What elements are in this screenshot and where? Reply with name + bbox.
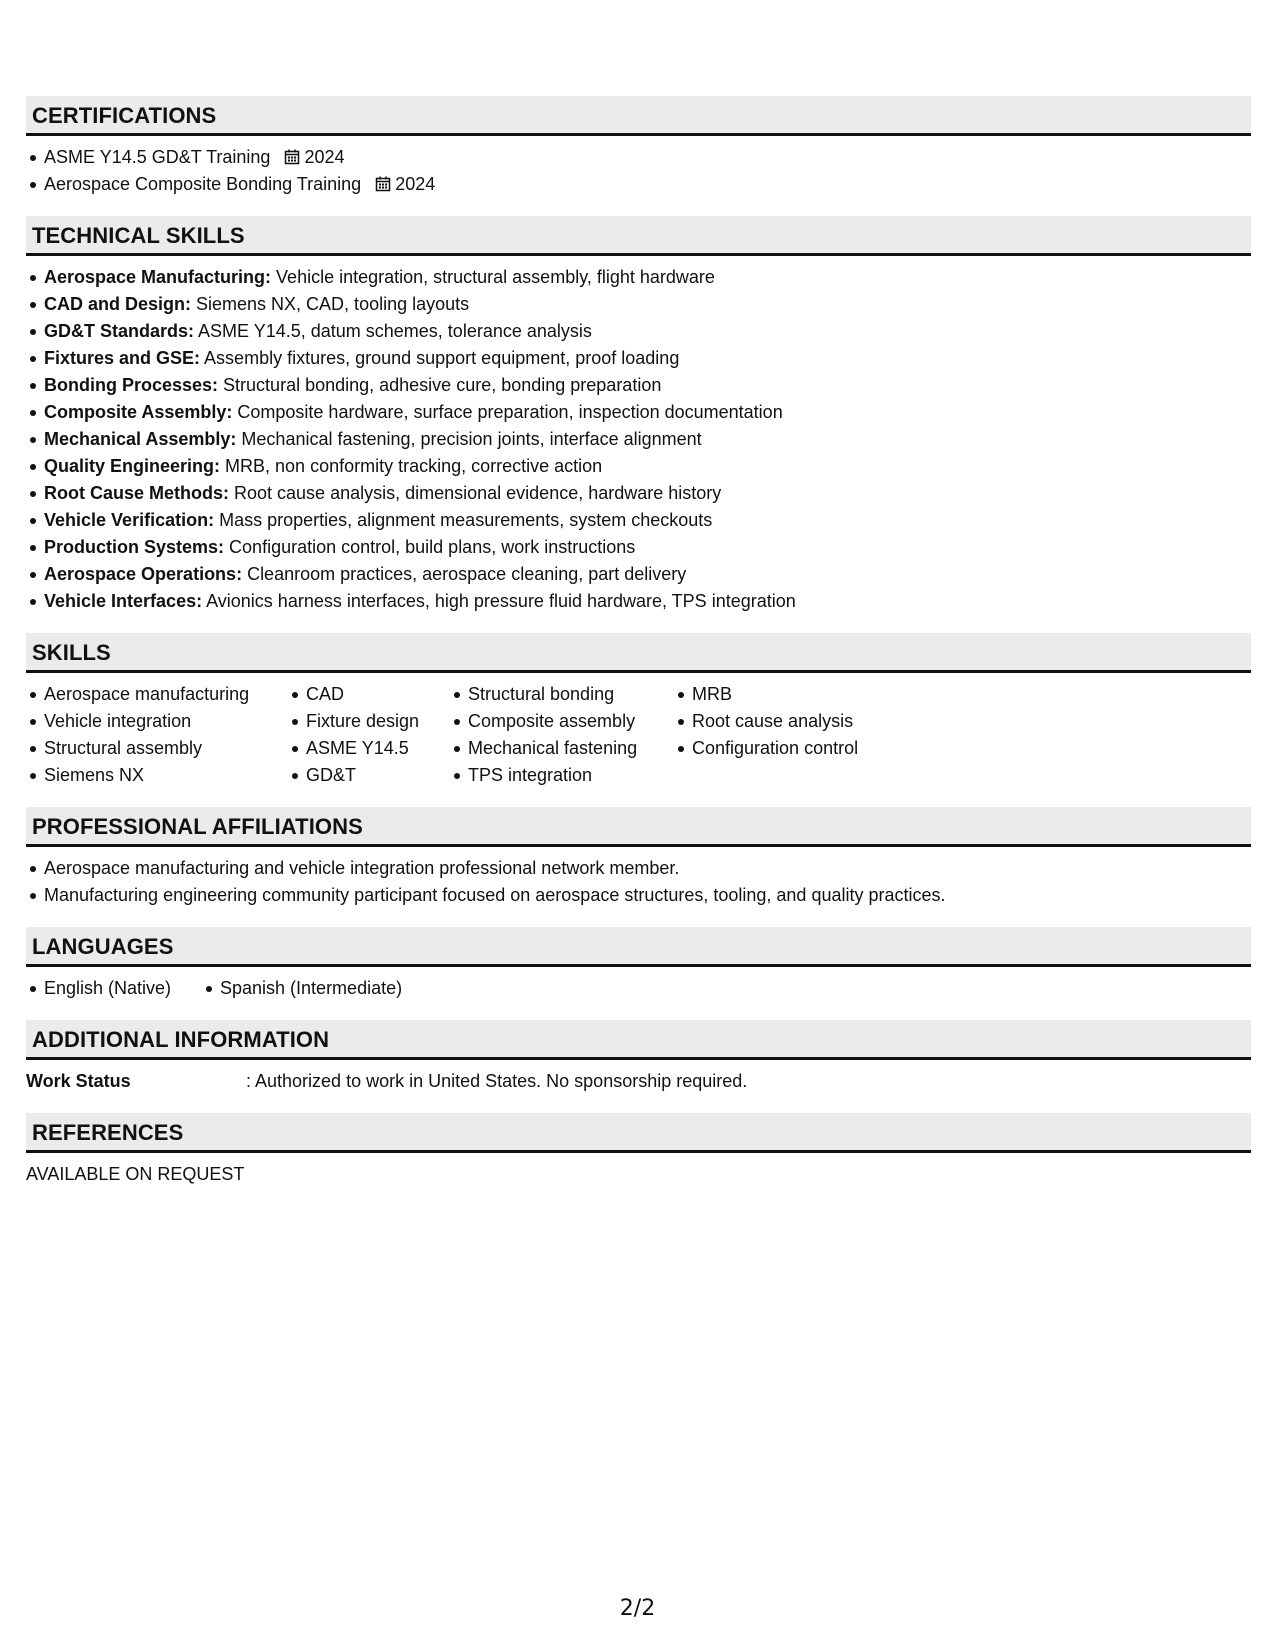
calendar-icon (375, 176, 391, 192)
skill-item: CAD (288, 681, 450, 708)
skill-category: Bonding Processes: (44, 375, 219, 395)
skills-column (26, 681, 288, 789)
technical-skill-item (26, 318, 1251, 345)
certifications-list (26, 144, 1251, 198)
languages-column (26, 975, 202, 1002)
calendar-icon (284, 149, 300, 165)
skill-details: Avionics harness interfaces, high pressure fluid hardware, TPS integration (202, 591, 796, 611)
additional-info-heading: ADDITIONAL INFORMATION (26, 1020, 1251, 1060)
skill-details: Vehicle integration, structural assembly, flight hardware (271, 267, 715, 287)
skill-item: Composite assembly (450, 708, 674, 735)
skill-category: Quality Engineering: (44, 456, 221, 476)
skill-item: GD&T (288, 762, 450, 789)
skills-grid (26, 681, 1251, 789)
skill-details: Root cause analysis, dimensional evidence, hardware history (229, 483, 722, 503)
skill-details: MRB, non conformity tracking, corrective action (220, 456, 603, 476)
skill-details: ASME Y14.5, datum schemes, tolerance analysis (194, 321, 592, 341)
certification-year: 2024 (395, 174, 436, 194)
technical-skills-section (26, 216, 1251, 615)
skills-column (288, 681, 450, 789)
skill-item: ASME Y14.5 (288, 735, 450, 762)
skill-details: Configuration control, build plans, work instructions (224, 537, 636, 557)
page-number: 2/2 (619, 1596, 656, 1621)
technical-skill-item (26, 561, 1251, 588)
skill-item: Mechanical fastening (450, 735, 674, 762)
certifications-heading: CERTIFICATIONS (26, 96, 1251, 136)
work-status-row (26, 1068, 1251, 1095)
languages-heading: LANGUAGES (26, 927, 1251, 967)
technical-skill-item (26, 345, 1251, 372)
skill-category: Vehicle Interfaces: (44, 591, 203, 611)
technical-skill-item (26, 588, 1251, 615)
skill-item: Configuration control (674, 735, 914, 762)
technical-skill-item (26, 453, 1251, 480)
technical-skill-item (26, 507, 1251, 534)
references-text: AVAILABLE ON REQUEST (26, 1164, 245, 1184)
additional-info-section (26, 1020, 1251, 1095)
skill-details: Cleanroom practices, aerospace cleaning, part delivery (242, 564, 687, 584)
affiliations-section (26, 807, 1251, 909)
skill-category: Mechanical Assembly: (44, 429, 237, 449)
skill-category: GD&T Standards: (44, 321, 195, 341)
skill-category: Aerospace Manufacturing: (44, 267, 272, 287)
technical-skills-list (26, 264, 1251, 615)
certification-item (26, 171, 1251, 198)
languages-column (202, 975, 402, 1002)
skill-item: Aerospace manufacturing (26, 681, 288, 708)
certification-item (26, 144, 1251, 171)
skills-section (26, 633, 1251, 789)
skill-item: MRB (674, 681, 914, 708)
skills-heading: SKILLS (26, 633, 1251, 673)
technical-skill-item (26, 399, 1251, 426)
skill-category: Fixtures and GSE: (44, 348, 201, 368)
certification-name: ASME Y14.5 GD&T Training (44, 147, 271, 167)
technical-skill-item (26, 372, 1251, 399)
skill-item: Structural bonding (450, 681, 674, 708)
language-item: Spanish (Intermediate) (202, 975, 402, 1002)
skill-details: Composite hardware, surface preparation, inspection documentation (232, 402, 783, 422)
references-heading: REFERENCES (26, 1113, 1251, 1153)
resume-page-2 (26, 96, 1251, 1206)
skill-item: Siemens NX (26, 762, 288, 789)
technical-skill-item (26, 426, 1251, 453)
skill-details: Mass properties, alignment measurements, system checkouts (214, 510, 713, 530)
skill-item: TPS integration (450, 762, 674, 789)
skill-category: Vehicle Verification: (44, 510, 215, 530)
languages-section (26, 927, 1251, 1002)
languages-row (26, 975, 1251, 1002)
affiliations-list (26, 855, 1251, 909)
technical-skill-item (26, 264, 1251, 291)
skill-details: Assembly fixtures, ground support equipment, proof loading (200, 348, 680, 368)
skill-category: CAD and Design: (44, 294, 192, 314)
affiliation-item: Aerospace manufacturing and vehicle integration professional network member. (26, 855, 1251, 882)
certifications-section (26, 96, 1251, 198)
certification-year: 2024 (304, 147, 345, 167)
references-section (26, 1113, 1251, 1188)
skill-category: Root Cause Methods: (44, 483, 230, 503)
skill-category: Aerospace Operations: (44, 564, 243, 584)
skills-column (450, 681, 674, 789)
skill-details: Structural bonding, adhesive cure, bonding preparation (218, 375, 662, 395)
skill-category: Composite Assembly: (44, 402, 233, 422)
skill-details: Mechanical fastening, precision joints, interface alignment (236, 429, 702, 449)
skill-category: Production Systems: (44, 537, 225, 557)
skill-item: Vehicle integration (26, 708, 288, 735)
language-item: English (Native) (26, 975, 202, 1002)
affiliations-heading: PROFESSIONAL AFFILIATIONS (26, 807, 1251, 847)
technical-skill-item (26, 291, 1251, 318)
skills-column (674, 681, 914, 789)
technical-skills-heading: TECHNICAL SKILLS (26, 216, 1251, 256)
work-status-value: : Authorized to work in United States. No sponsorship required. (246, 1071, 748, 1091)
technical-skill-item (26, 480, 1251, 507)
skill-details: Siemens NX, CAD, tooling layouts (191, 294, 470, 314)
certification-name: Aerospace Composite Bonding Training (44, 174, 362, 194)
affiliation-item: Manufacturing engineering community participant focused on aerospace structures, tooling, and quality practices. (26, 882, 1251, 909)
technical-skill-item (26, 534, 1251, 561)
work-status-label: Work Status (26, 1071, 131, 1091)
skill-item: Structural assembly (26, 735, 288, 762)
skill-item: Fixture design (288, 708, 450, 735)
skill-item: Root cause analysis (674, 708, 914, 735)
